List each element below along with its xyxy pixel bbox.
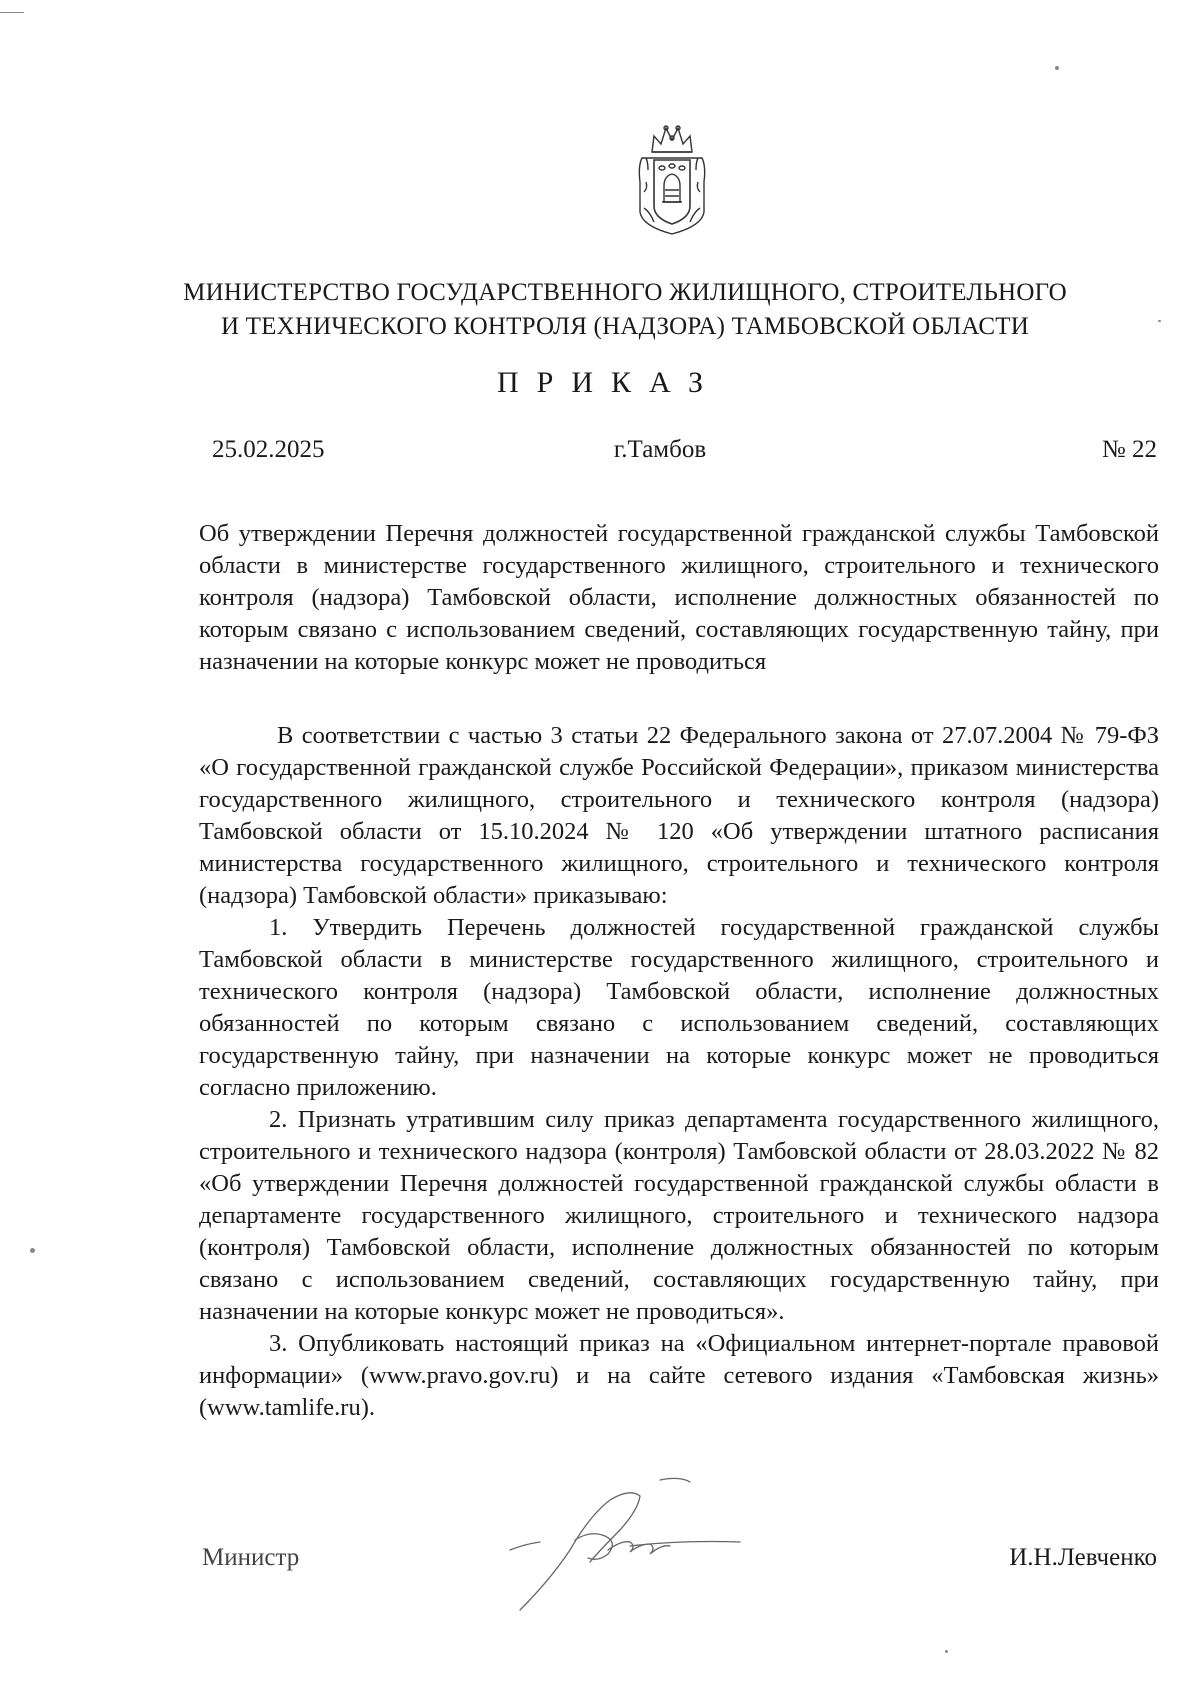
order-item-1: 1. Утвердить Перечень должностей государственной гражданской службы Тамбовской области в министерстве государственного жилищного, строительного и технического контроля (надзора) Тамбовской области, исполнение должностных обязанностей по которым связано с использованием сведений, составляющих государственную тайну, при назначении на которые конкурс может не проводиться согласно приложению. [199,914,1159,1101]
order-number: № 22 [1101,436,1157,463]
signer-role: Министр [202,1544,300,1571]
scan-speck [1055,66,1059,70]
order-item-3: 3. Опубликовать настоящий приказ на «Официальном интернет-портале правовой информации» (www.pravo.gov.ru) и на сайте сетевого издания «Тамбовская жизнь» (www.tamlife.ru). [199,1330,1159,1421]
order-date: 25.02.2025 [212,436,325,463]
ministry-line-2: И ТЕХНИЧЕСКОГО КОНТРОЛЯ (НАДЗОРА) ТАМБОВСКОЙ ОБЛАСТИ [220,313,1030,340]
scan-speck [1158,320,1161,322]
order-city: г.Тамбов [613,436,707,463]
handwritten-signature-icon [480,1470,780,1620]
scan-speck [945,1650,948,1653]
ministry-line-1: МИНИСТЕРСТВО ГОСУДАРСТВЕННОГО ЖИЛИЩНОГО, СТРОИТЕЛЬНОГО [183,279,1067,306]
document-type: ПРИКАЗ [497,366,721,399]
scan-speck [30,1248,35,1253]
order-item-2: 2. Признать утратившим силу приказ департамента государственного жилищного, строительного и технического надзора (контроля) Тамбовской области от 28.03.2022 № 82 «Об утверждении Перечня должностей государственной гражданской службы области в департаменте государственного жилищного, строительного и технического надзора (контроля) Тамбовской области, исполнение должностных обязанностей по которым связано с использованием сведений, составляющих государственную тайну, при назначении на которые конкурс может не проводиться». [199,1106,1159,1325]
ministry-name [150,276,1100,344]
preamble-paragraph: В соответствии с частью 3 статьи 22 Федерального закона от 27.07.2004 № 79-ФЗ «О государственной гражданской службе Российской Федерации», приказом министерства государственного жилищного, строительного и технического контроля (надзора) Тамбовской области от 15.10.2024 № 120 «Об утверждении штатного расписания министерства государственного жилищного, строительного и технического контроля (надзора) Тамбовской области» приказываю: [199,722,1159,909]
order-subject: Об утверждении Перечня должностей государственной гражданской службы Тамбовской области в министерстве государственного жилищного, строительного и технического контроля (надзора) Тамбовской области, исполнение должностных обязанностей по которым связано с использованием сведений, составляющих государственную тайну, при назначении на которые конкурс может не проводиться [199,520,1159,675]
scan-speck [0,12,24,13]
tambov-coat-of-arms-icon [634,122,710,238]
signer-name: И.Н.Левченко [1009,1544,1157,1571]
order-body [199,720,1159,1424]
